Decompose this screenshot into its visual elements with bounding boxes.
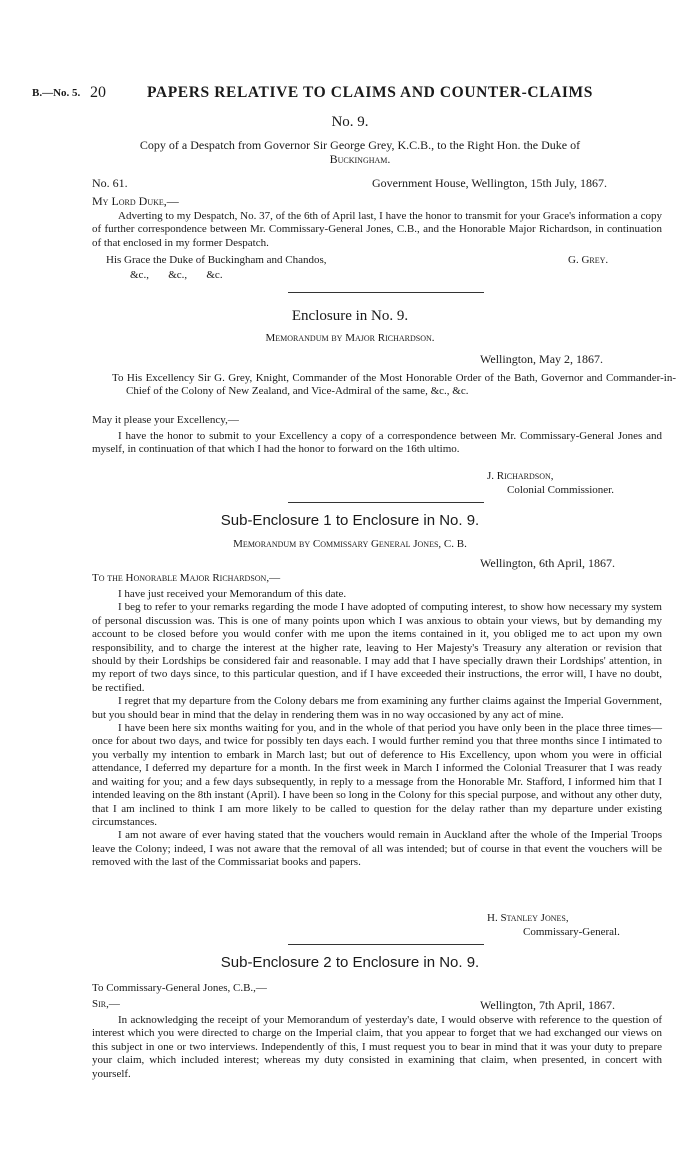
running-header bbox=[32, 84, 672, 104]
despatch-caption-line2: Buckingham. bbox=[329, 152, 391, 166]
sub-enclosure-2-salutation: Sir,— bbox=[92, 998, 120, 1010]
sub-enclosure-1-to: To the Honorable Major Richardson,— bbox=[92, 572, 281, 584]
sub-enclosure-1-signature: H. Stanley Jones, bbox=[487, 912, 569, 924]
despatch-signature: G. Grey. bbox=[568, 254, 609, 266]
enclosure-signature: J. Richardson, bbox=[487, 470, 554, 482]
despatch-number-heading: No. 9. bbox=[331, 114, 369, 130]
enclosure-heading: Enclosure in No. 9. bbox=[291, 308, 409, 324]
paragraph: I regret that my departure from the Colony debars me from examining any further claims against the Imperial Government, but you should bear in mind that the delay in rendering them was in no way occasioned by any act of mine. bbox=[92, 695, 662, 721]
page-title: PAPERS RELATIVE TO CLAIMS AND COUNTER-CLAIMS bbox=[147, 84, 593, 101]
enclosure-salutation: May it please your Excellency,— bbox=[92, 414, 239, 426]
despatch-place-date: Government House, Wellington, 15th July, 1867. bbox=[372, 176, 608, 190]
paragraph: I have just received your Memorandum of this date. bbox=[118, 588, 347, 600]
paragraph: I am not aware of ever having stated that the vouchers would remain in Auckland after the whole of the Imperial Troops leave the Colony; indeed, I was not aware that the removal of all was intended; but of course in that event the vouchers will be removed with the last of the Commissariat books and papers. bbox=[92, 829, 662, 869]
divider bbox=[288, 292, 484, 293]
enclosure-date: Wellington, May 2, 1867. bbox=[480, 352, 604, 366]
sub-enclosure-1-date: Wellington, 6th April, 1867. bbox=[480, 556, 616, 570]
despatch-etc: &c., &c., &c. bbox=[130, 269, 223, 281]
enclosure-to: To His Excellency Sir G. Grey, Knight, Commander of the Most Honorable Order of the Bath, Governor and Commander-in-Chief of the Colony of New Zealand, and Vice-Admiral of the same, &c., &c. bbox=[112, 372, 676, 398]
despatch-salutation: My Lord Duke,— bbox=[92, 194, 179, 208]
sub-enclosure-1-signature-title: Commissary-General. bbox=[523, 926, 620, 938]
despatch-caption bbox=[60, 138, 660, 166]
sub-enclosure-2-body: In acknowledging the receipt of your Memorandum of yesterday's date, I would observe with reference to the question of interest which you were directed to charge on the Imperial claim, that you appear to forget that we had exchanged our views on this subject in one or two interviews. Independently of this, I must request you to bear in mind that it was your duty to prepare your claim, which included interest; whereas my duty consisted in examining that claim, when presented, in concert with yourself. bbox=[92, 1014, 662, 1080]
despatch-addressee: His Grace the Duke of Buckingham and Chandos, bbox=[106, 254, 327, 266]
sub-enclosure-1-body bbox=[92, 588, 662, 870]
enclosure-body: I have the honor to submit to your Excellency a copy of a correspondence between Mr. Commissary-General Jones and myself, in continuation of that which I had the honor to forward on the 16th ultimo. bbox=[92, 430, 662, 456]
divider bbox=[288, 944, 484, 945]
enclosure-memo-title: Memorandum by Major Richardson. bbox=[265, 332, 435, 344]
paragraph: I beg to refer to your remarks regarding the mode I have adopted of computing interest, to show how necessary my system of personal discussion was. This is one of many points upon which I was anxious to obtain your views, but by demanding my account to be closed before you would confer with me upon the items contained in it, you obliged me to act upon my own responsibility, and to charge the interest at the higher rate, leaving to Her Majesty's Treasury any alteration or revision that should by their Lordships be considered fair and reasonable. I may add that I have specially drawn their Lordships' attention, in my report of two days since, to this particular question, and if I have exceeded their instructions, the error will, I have no doubt, be rectified. bbox=[92, 601, 662, 694]
page-number: 20 bbox=[90, 84, 106, 101]
sub-enclosure-2-date: Wellington, 7th April, 1867. bbox=[480, 998, 616, 1012]
document-code: B.—No. 5. bbox=[32, 87, 81, 99]
sub-enclosure-2-heading: Sub-Enclosure 2 to Enclosure in No. 9. bbox=[220, 954, 480, 971]
despatch-ref-no: No. 61. bbox=[92, 176, 128, 190]
sub-enclosure-1-heading: Sub-Enclosure 1 to Enclosure in No. 9. bbox=[220, 512, 480, 529]
divider bbox=[288, 502, 484, 503]
despatch-caption-line1: Copy of a Despatch from Governor Sir George Grey, K.C.B., to the Right Hon. the Duke of bbox=[139, 138, 581, 152]
enclosure-signature-title: Colonial Commissioner. bbox=[507, 484, 614, 496]
paragraph: I have been here six months waiting for you, and in the whole of that period you have only been in the place three times—once for about two days, and twice for possibly ten days each. I would further remind you that three months since I intimated to you verbally my intention to embark in March last; but out of deference to His Excellency, upon whom you were in official attendance, I deferred my departure for a month. In the first week in March I informed the Colonial Treasurer that I was ready and waiting for you; and a few days subsequently, in reply to a message from the Honorable Mr. Stafford, I informed him that I intended leaving on the 8th instant (April). I have been so long in the Colony for this special purpose, and without any other duty, that I am inclined to think I am more likely to be called to question for the delay rather than my departure under existing circumstances. bbox=[92, 722, 662, 828]
sub-enclosure-1-memo-title: Memorandum by Commissary General Jones, C. B. bbox=[233, 538, 467, 550]
despatch-body: Adverting to my Despatch, No. 37, of the 6th of April last, I have the honor to transmit for your Grace's information a copy of further correspondence between Mr. Commissary-General Jones, C.B., and the Honorable Major Richardson, in continuation of that enclosed in my former Despatch. bbox=[92, 210, 662, 249]
sub-enclosure-2-to: To Commissary-General Jones, C.B.,— bbox=[92, 982, 267, 994]
